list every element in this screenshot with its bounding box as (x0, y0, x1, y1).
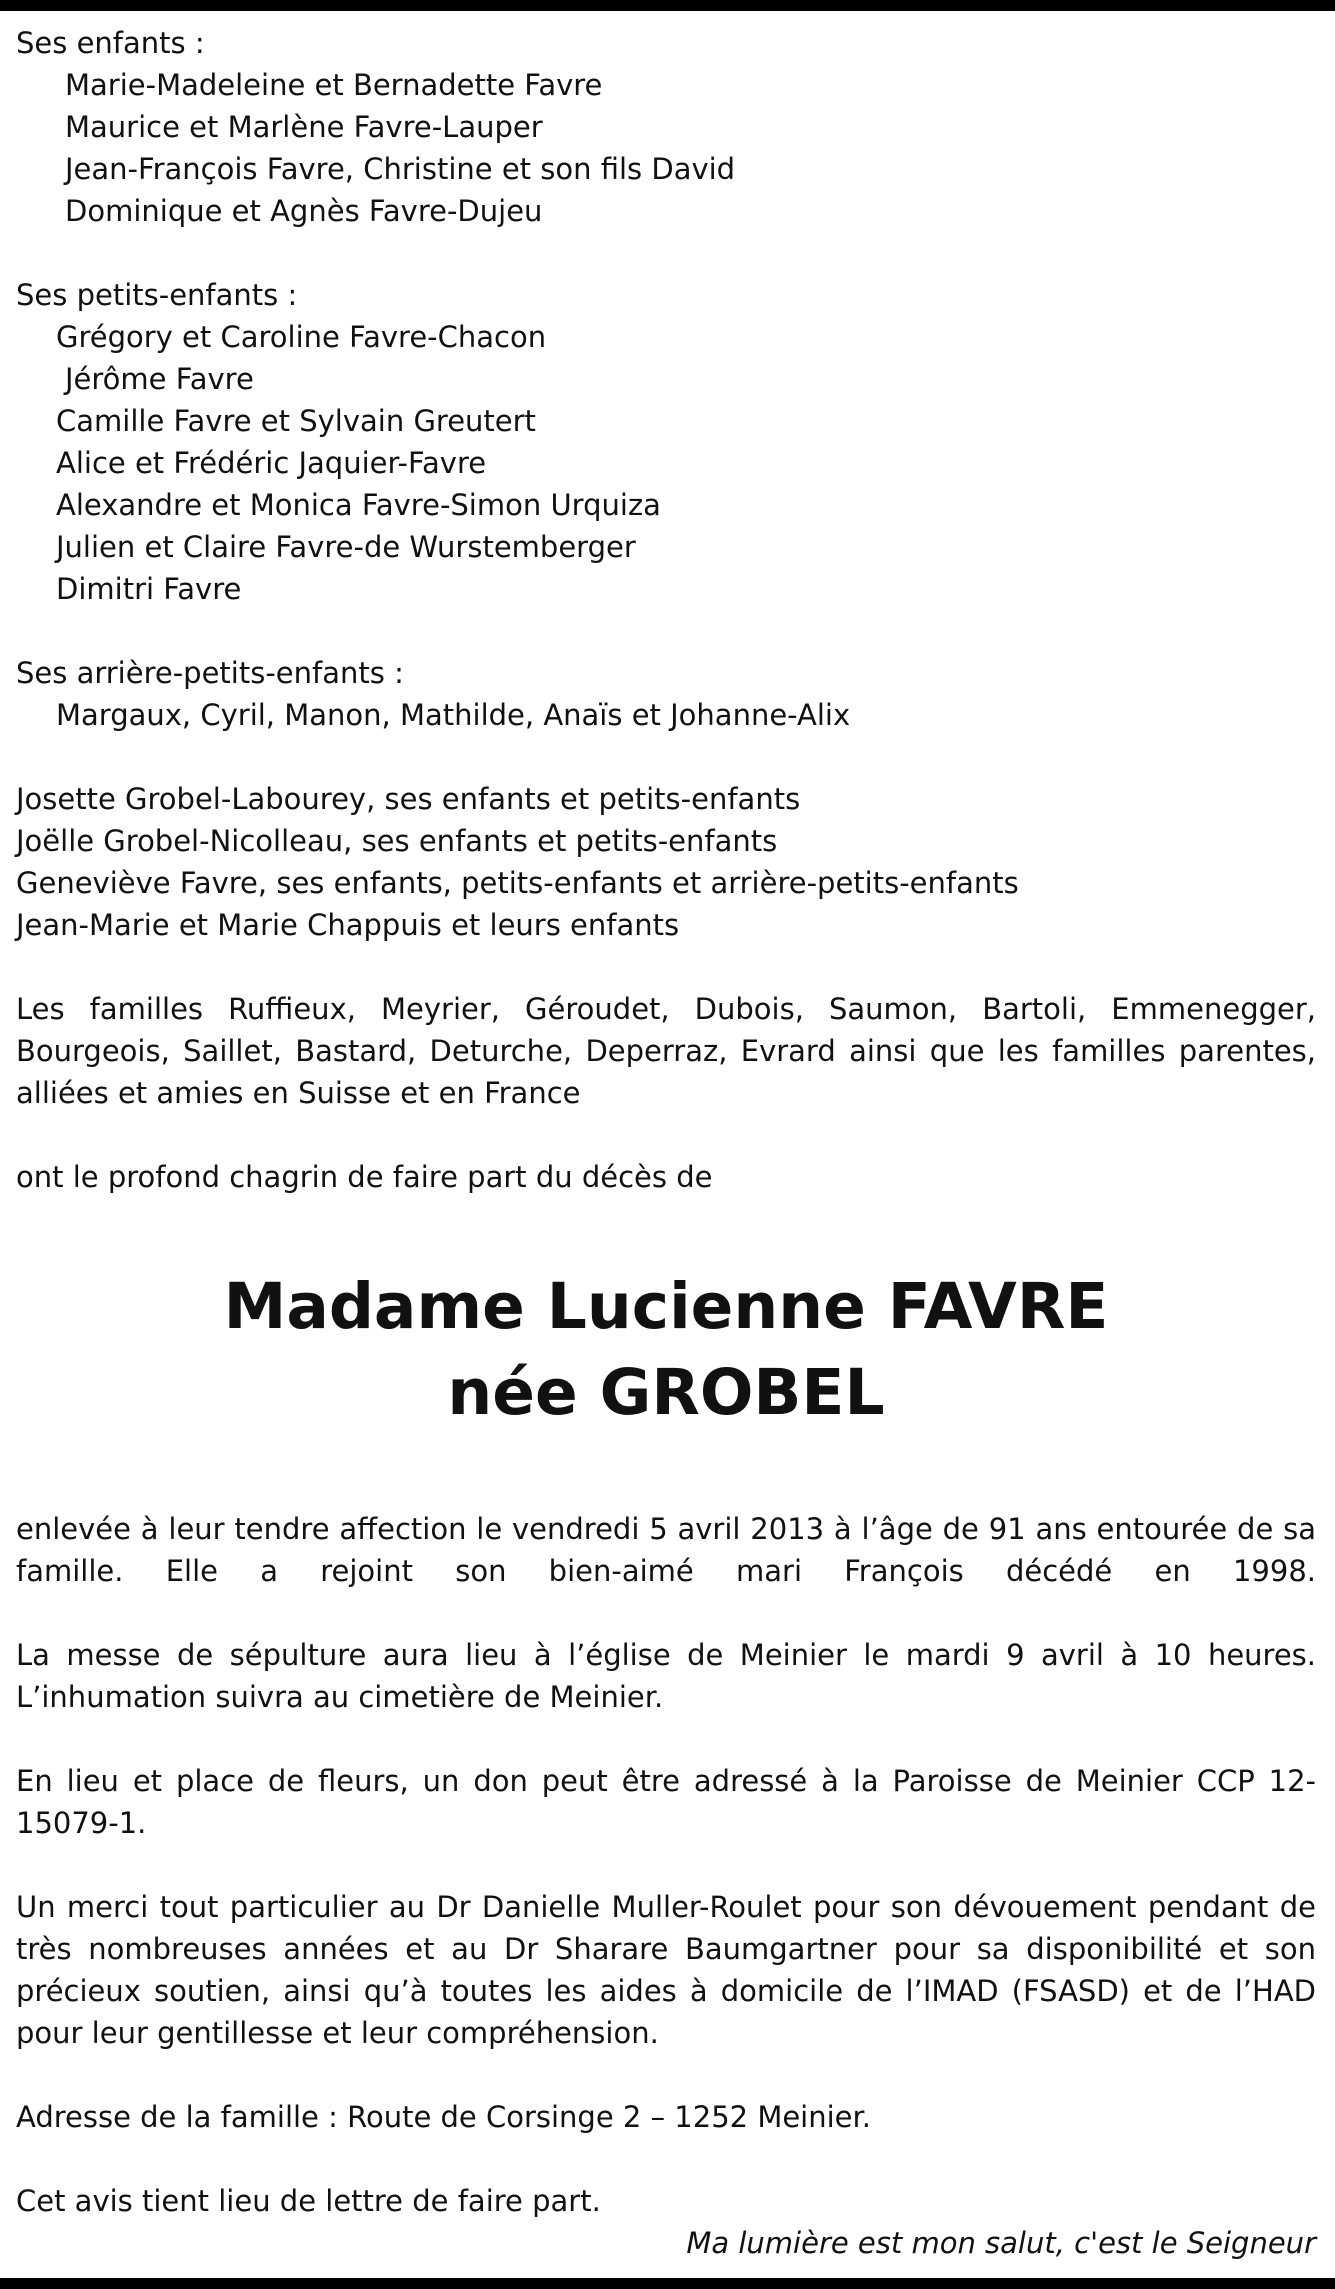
family-address: Adresse de la famille : Route de Corsinge 2 – 1252 Meinier. (16, 2100, 871, 2134)
relative-entry: Josette Grobel-Labourey, ses enfants et petits-enfants (16, 782, 801, 816)
relative-entry: Joëlle Grobel-Nicolleau, ses enfants et petits-enfants (16, 824, 778, 858)
donation-paragraph: En lieu et place de fleurs, un don peut être adressé à la Paroisse de Meinier CCP 12-15079-1. (16, 1764, 1316, 1840)
great-grandchildren-heading: Ses arrière-petits-enfants : (16, 656, 404, 690)
relative-entry: Geneviève Favre, ses enfants, petits-enfants et arrière-petits-enfants (16, 866, 1019, 900)
deceased-maiden-name: née GROBEL (447, 1356, 885, 1429)
child-entry: Dominique et Agnès Favre-Dujeu (65, 194, 543, 228)
great-grandchildren-section (16, 652, 1316, 736)
grandchild-entry: Alexandre et Monica Favre-Simon Urquiza (56, 488, 661, 522)
closing-quote: Ma lumière est mon salut, c'est le Seigneur (686, 2226, 1316, 2260)
grandchildren-heading: Ses petits-enfants : (16, 278, 298, 312)
grandchild-entry: Camille Favre et Sylvain Greutert (56, 404, 536, 438)
child-entry: Marie-Madeleine et Bernadette Favre (65, 68, 603, 102)
deceased-name-block (16, 1264, 1316, 1436)
top-border-rule (0, 0, 1335, 11)
grandchild-entry: Alice et Frédéric Jaquier-Favre (56, 446, 487, 480)
announcement-intro: ont le profond chagrin de faire part du décès de (16, 1160, 713, 1194)
funeral-paragraph: La messe de sépulture aura lieu à l’église de Meinier le mardi 9 avril à 10 heures. L’inhumation suivra au cimetière de Meinier. (16, 1638, 1316, 1714)
great-grandchild-entry: Margaux, Cyril, Manon, Mathilde, Anaïs et Johanne-Alix (56, 698, 851, 732)
child-entry: Maurice et Marlène Favre-Lauper (65, 110, 543, 144)
children-section (16, 22, 1316, 232)
child-entry: Jean-François Favre, Christine et son fils David (65, 152, 736, 186)
relatives-section (16, 778, 1316, 946)
grandchild-entry: Grégory et Caroline Favre-Chacon (56, 320, 547, 354)
grandchild-entry: Jérôme Favre (65, 362, 254, 396)
grandchild-entry: Dimitri Favre (56, 572, 242, 606)
grandchild-entry: Julien et Claire Favre-de Wurstemberger (56, 530, 636, 564)
grandchildren-section (16, 274, 1316, 610)
relative-entry: Jean-Marie et Marie Chappuis et leurs enfants (16, 908, 680, 942)
bottom-border-rule (0, 2278, 1335, 2289)
deceased-name: Madame Lucienne FAVRE (223, 1270, 1109, 1343)
families-paragraph: Les familles Ruffieux, Meyrier, Géroudet, Dubois, Saumon, Bartoli, Emmenegger, Bourgeois, Saillet, Bastard, Deturche, Deperraz, Evrard ainsi que les familles parentes, alliées et amies en Suisse et en France (16, 992, 1316, 1110)
notice-statement: Cet avis tient lieu de lettre de faire part. (16, 2184, 601, 2218)
obituary-notice (16, 22, 1316, 2264)
thanks-paragraph: Un merci tout particulier au Dr Danielle Muller-Roulet pour son dévouement pendant de très nombreuses années et au Dr Sharare Baumgartner pour sa disponibilité et son précieux soutien, ainsi qu’à toutes les aides à domicile de l’IMAD (FSASD) et de l’HAD pour leur gentillesse et leur compréhension. (16, 1890, 1316, 2050)
death-paragraph: enlevée à leur tendre affection le vendredi 5 avril 2013 à l’âge de 91 ans entourée de sa famille. Elle a rejoint son bien-aimé mari François décédé en 1998. (16, 1512, 1316, 1588)
children-heading: Ses enfants : (16, 26, 205, 60)
